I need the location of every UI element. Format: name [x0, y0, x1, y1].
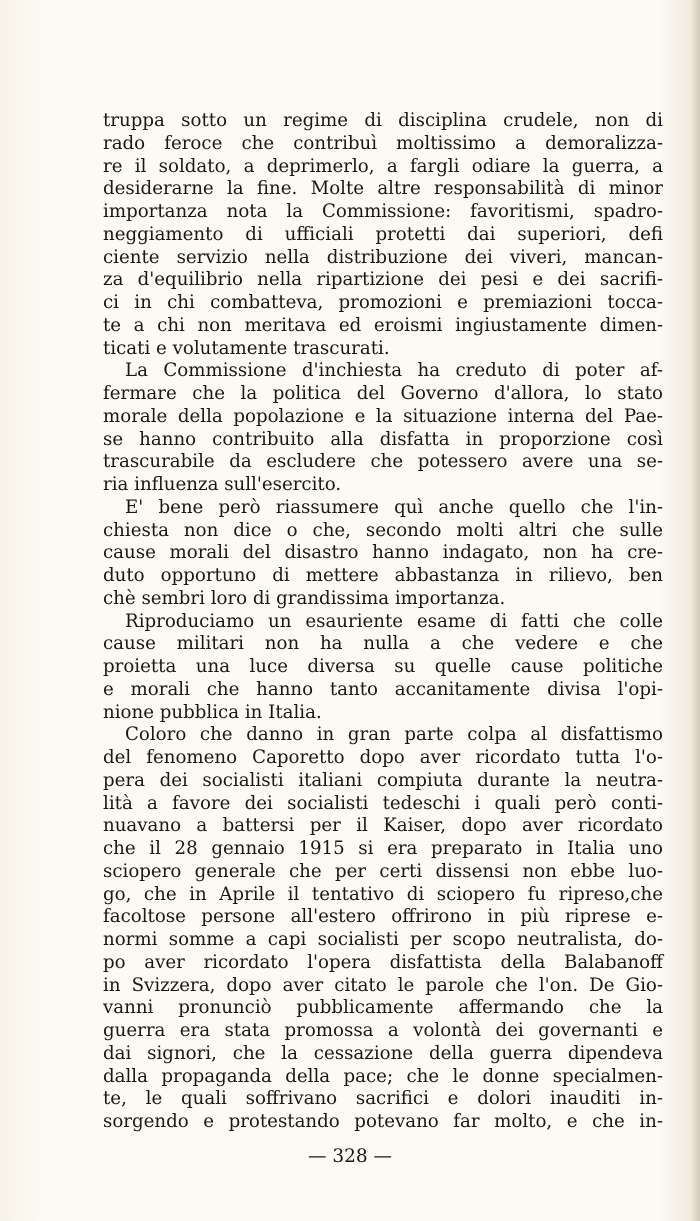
text-line: guerra era stata promossa a volontà dei governanti e: [103, 1020, 663, 1041]
text-line: che il 28 gennaio 1915 si era preparato in Italia uno: [103, 838, 663, 859]
text-line: cause militari non ha nulla a che vedere e che: [103, 633, 663, 655]
text-line: cause morali del disastro hanno indagato, non ha cre-: [103, 542, 663, 564]
page-edge-shadow: [690, 0, 700, 1221]
text-line: Riproduciamo un esauriente esame di fatti che colle: [125, 610, 663, 632]
text-line: rado feroce che contribuì moltissimo a demoralizza-: [103, 132, 663, 154]
text-line: re il soldato, a deprimerlo, a fargli odiare la guerra, a: [103, 155, 663, 177]
text-line: sorgendo e protestando potevano far molto, e che in-: [103, 1111, 663, 1132]
text-line: go, che in Aprile il tentativo di sciopero fu ripreso,che: [103, 883, 663, 905]
text-line: chè sembri loro di grandissima importanza.: [103, 587, 506, 609]
text-line: e morali che hanno tanto accanitamente divisa l'opi-: [103, 678, 663, 700]
text-line: fermare che la politica del Governo d'allora, lo stato: [103, 383, 663, 404]
text-line: neggiamento di ufficiali protetti dai superiori, defi: [103, 223, 663, 245]
text-line: proietta una luce diversa su quelle cause politiche: [103, 656, 663, 677]
text-line: za d'equilibrio nella ripartizione dei pesi e dei sacrifi-: [103, 269, 663, 291]
text-line: morale della popolazione e la situazione interna del Pae-: [103, 405, 663, 427]
text-line: del fenomeno Caporetto dopo aver ricordato tutta l'o-: [103, 747, 663, 768]
text-line: duto opportuno di mettere abbastanza in rilievo, ben: [103, 565, 663, 586]
text-line: E' bene però riassumere quì anche quello che l'in-: [125, 496, 663, 518]
text-line: ciente servizio nella distribuzione dei viveri, mancan-: [103, 246, 663, 268]
text-line: sciopero generale che per certi dissensi non ebbe luo-: [103, 860, 663, 882]
text-line: chiesta non dice o che, secondo molti altri che sulle: [103, 519, 663, 541]
text-line: te a chi non meritava ed eroismi ingiustamente dimen-: [103, 314, 663, 336]
text-line: desiderarne la fine. Molte altre responsabilità di minor: [103, 178, 663, 200]
text-line: facoltose persone all'estero offrirono in più riprese e-: [103, 906, 663, 928]
text-line: lità a favore dei socialisti tedeschi i quali però conti-: [103, 792, 663, 814]
text-line: se hanno contribuito alla disfatta in proporzione così: [103, 428, 663, 450]
text-line: ci in chi combatteva, promozioni e premiazioni tocca-: [103, 292, 663, 313]
text-line: nione pubblica in Italia.: [103, 701, 322, 723]
text-line: vanni pronunciò pubblicamente affermando che la: [103, 997, 663, 1019]
text-line: trascurabile da escludere che potessero avere una se-: [103, 451, 663, 473]
text-line: normi somme a capi socialisti per scopo neutralista, do-: [103, 929, 663, 950]
text-line: in Svizzera, dopo aver citato le parole che l'on. De Gio-: [103, 974, 663, 996]
text-line: ticati e volutamente trascurati.: [103, 337, 390, 359]
text-line: dalla propaganda della pace; che le donne specialmen-: [103, 1065, 663, 1087]
text-line: Coloro che danno in gran parte colpa al disfattismo: [125, 724, 663, 746]
text-line: ria influenza sull'esercito.: [103, 474, 342, 495]
text-line: po aver ricordato l'opera disfattista della Balabanoff: [103, 951, 663, 973]
text-line: dai signori, che la cessazione della guerra dipendeva: [103, 1042, 663, 1064]
text-line: truppa sotto un regime di disciplina crudele, non di: [103, 110, 663, 131]
text-line: pera dei socialisti italiani compiuta durante la neutra-: [103, 769, 663, 791]
text-line: La Commissione d'inchiesta ha creduto di poter af-: [125, 360, 663, 382]
page-number: — 328 —: [307, 1146, 393, 1167]
text-line: importanza nota la Commissione: favoritismi, spadro-: [103, 201, 663, 222]
text-line: te, le quali soffrivano sacrifici e dolori inauditi in-: [103, 1088, 663, 1110]
text-line: nuavano a battersi per il Kaiser, dopo aver ricordato: [103, 815, 663, 837]
body-text: [103, 110, 663, 1134]
